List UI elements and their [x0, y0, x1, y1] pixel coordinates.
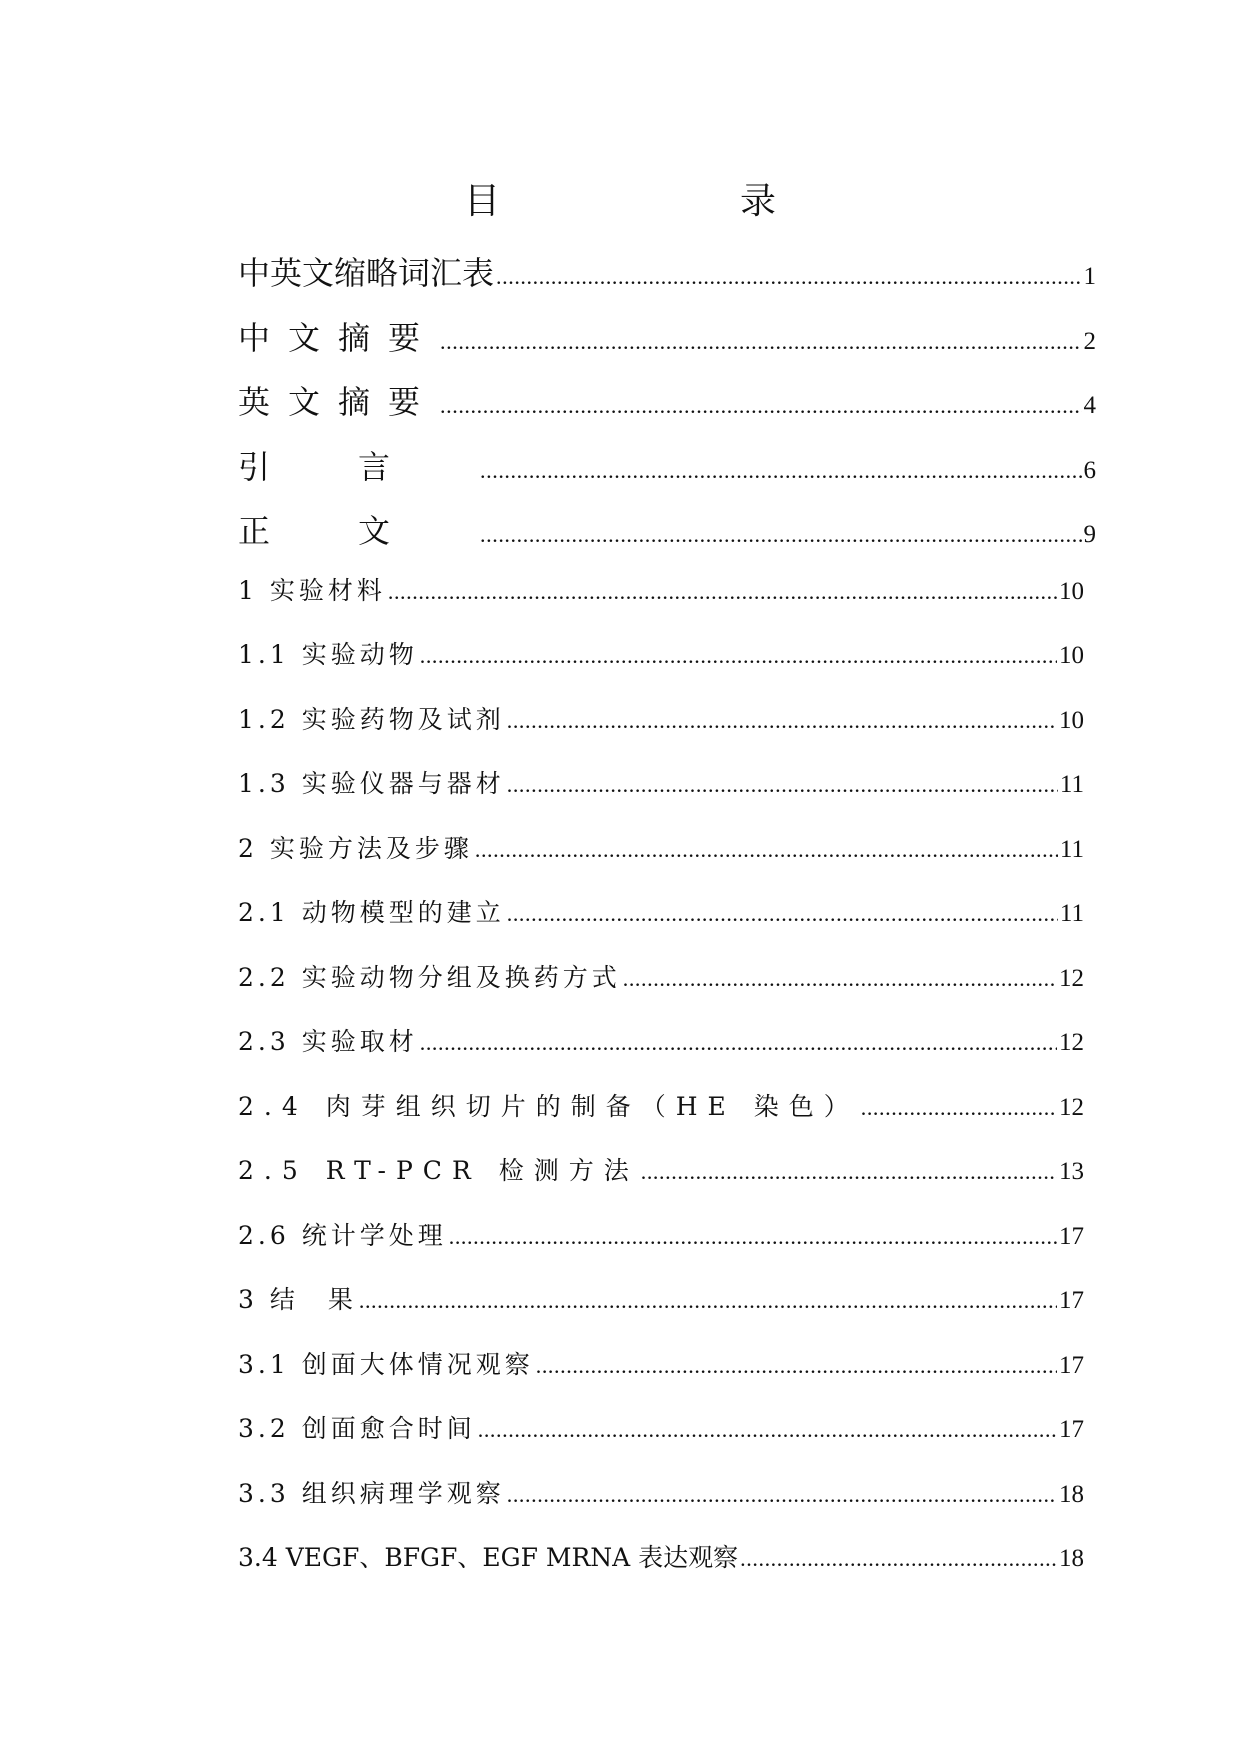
toc-entry-page: 10: [1059, 706, 1084, 734]
toc-entry-label: 2.1 动物模型的建立: [238, 898, 505, 927]
toc-entry-label: 3.2 创面愈合时间: [238, 1414, 476, 1443]
toc-entry[interactable]: [238, 1280, 1096, 1345]
toc-entry-label: 正文: [238, 512, 479, 550]
toc-entry-page: 17: [1059, 1416, 1084, 1443]
toc-entry-label: 2.4 肉芽组织切片的制备（HE 染色）: [238, 1091, 859, 1121]
toc-entry-page: 6: [1083, 456, 1096, 484]
toc-entry-page: 18: [1059, 1480, 1084, 1508]
toc-entry-label: 3.3 组织病理学观察: [238, 1478, 505, 1508]
dot-leader: [740, 1546, 1057, 1572]
dot-leader: [359, 1288, 1057, 1314]
toc-entry-page: 12: [1059, 1029, 1084, 1056]
dot-leader: [420, 643, 1057, 669]
toc-entry[interactable]: [238, 1022, 1096, 1087]
toc-entry-label: 引言: [238, 447, 479, 486]
dot-leader: [475, 837, 1058, 863]
toc-entry-label: 2.6 统计学处理: [238, 1220, 447, 1250]
toc-entry[interactable]: [238, 635, 1096, 700]
dot-leader: [480, 522, 1081, 548]
dot-leader: [507, 708, 1057, 734]
toc-entry-label: 2 实验方法及步骤: [238, 833, 473, 863]
dot-leader: [623, 966, 1057, 992]
toc-entry[interactable]: [238, 893, 1096, 958]
toc-entry-page: 10: [1059, 642, 1084, 669]
toc-entry-page: 17: [1059, 1287, 1084, 1314]
toc-entry-page: 12: [1059, 1093, 1084, 1121]
toc-entry[interactable]: [238, 571, 1096, 636]
toc-entry-label: 英文摘要: [238, 383, 439, 421]
toc-entry[interactable]: [238, 1087, 1096, 1152]
dot-leader: [478, 1417, 1057, 1443]
toc-entry-page: 13: [1059, 1158, 1084, 1185]
dot-leader: [440, 329, 1081, 355]
dot-leader: [507, 901, 1058, 927]
dot-leader: [641, 1159, 1057, 1185]
dot-leader: [536, 1353, 1057, 1379]
toc-entry[interactable]: [238, 248, 1096, 313]
toc-entry[interactable]: [238, 1538, 1096, 1603]
toc-entry[interactable]: [238, 1216, 1096, 1281]
toc-entry-label: 1.2 实验药物及试剂: [238, 704, 505, 734]
dot-leader: [861, 1095, 1057, 1121]
toc-entry[interactable]: [238, 1474, 1096, 1539]
toc-entry[interactable]: [238, 1151, 1096, 1216]
toc-entry-label: 2.5 RT-PCR 检测方法: [238, 1156, 639, 1185]
dot-leader: [496, 264, 1081, 290]
toc-entry-label: 1.1 实验动物: [238, 640, 418, 669]
toc-entry-page: 18: [1059, 1545, 1084, 1572]
toc-entry-page: 11: [1059, 771, 1084, 798]
dot-leader: [420, 1030, 1057, 1056]
toc-entry[interactable]: [238, 958, 1096, 1023]
toc-entry-page: 17: [1059, 1222, 1084, 1250]
toc-entry-page: 11: [1059, 835, 1084, 863]
toc-entry-label: 1 实验材料: [238, 575, 386, 605]
toc-entry[interactable]: [238, 829, 1096, 894]
toc-entry-label: 2.3 实验取材: [238, 1027, 418, 1056]
toc-entry[interactable]: [238, 442, 1096, 507]
toc-entry-page: 1: [1083, 263, 1096, 290]
toc-entry-label: 中英文缩略词汇表: [238, 254, 495, 292]
toc-entry-label: 3.4 VEGF、BFGF、EGF MRNA 表达观察: [238, 1543, 739, 1572]
toc-entry[interactable]: [238, 700, 1096, 765]
toc-entry-page: 10: [1059, 577, 1084, 605]
toc-entry-label: 3 结 果: [238, 1285, 357, 1314]
toc-entry-page: 11: [1059, 900, 1084, 927]
toc-entry[interactable]: [238, 1409, 1096, 1474]
toc-entry-page: 17: [1059, 1351, 1084, 1379]
toc-entry-page: 12: [1059, 964, 1084, 992]
toc-entry-page: 4: [1083, 392, 1096, 419]
dot-leader: [388, 579, 1057, 605]
dot-leader: [507, 1482, 1057, 1508]
toc-entry[interactable]: [238, 506, 1096, 571]
toc-entry-label: 3.1 创面大体情况观察: [238, 1349, 534, 1379]
toc-entry[interactable]: [238, 1345, 1096, 1410]
dot-leader: [507, 772, 1058, 798]
toc-entry-label: 1.3 实验仪器与器材: [238, 769, 505, 798]
dot-leader: [449, 1224, 1057, 1250]
toc-entry[interactable]: [238, 764, 1096, 829]
toc-entry[interactable]: [238, 313, 1096, 378]
table-of-contents: [238, 248, 1096, 1603]
dot-leader: [480, 458, 1081, 484]
toc-entry-page: 2: [1083, 327, 1096, 355]
toc-entry-page: 9: [1083, 521, 1096, 548]
toc-entry-label: 中文摘要: [238, 318, 439, 357]
toc-entry[interactable]: [238, 377, 1096, 442]
toc-entry-label: 2.2 实验动物分组及换药方式: [238, 962, 621, 992]
page-title: 目 录: [463, 181, 832, 222]
dot-leader: [440, 393, 1081, 419]
